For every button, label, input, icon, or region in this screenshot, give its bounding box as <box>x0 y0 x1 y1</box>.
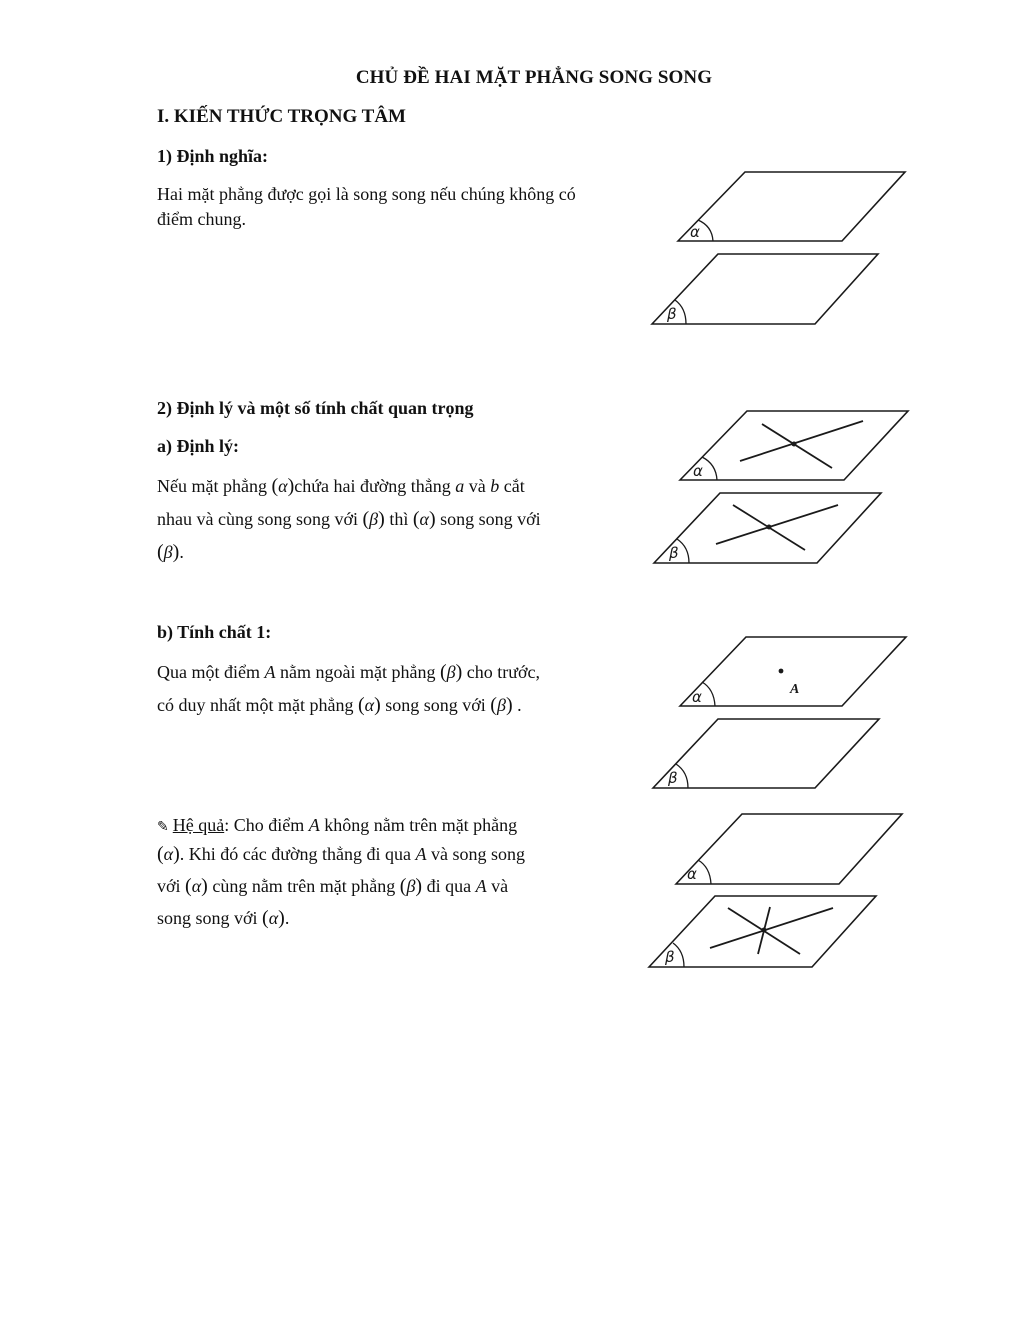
label-alpha: α <box>687 865 697 883</box>
angle-arc-alpha <box>698 860 711 884</box>
corollary-text <box>157 812 525 932</box>
label-alpha: α <box>690 223 700 241</box>
corollary-line-4: song song với (α). <box>157 907 290 929</box>
figure-theorem-intersecting-lines <box>640 400 920 570</box>
angle-arc-beta <box>675 300 686 324</box>
theorems-heading: 2) Định lý và một số tính chất quan trọng <box>157 398 474 418</box>
section-heading: I. KIẾN THỨC TRỌNG TÂM <box>157 106 406 127</box>
angle-arc-alpha <box>702 457 717 480</box>
label-alpha: α <box>692 688 702 706</box>
figure-parallel-planes <box>640 160 920 340</box>
label-alpha: α <box>693 462 703 480</box>
corollary-label: Hệ quả <box>172 815 225 835</box>
property-1-line-1: Qua một điểm A nằm ngoài mặt phẳng (β) cho trước, <box>157 661 541 683</box>
line-1 <box>710 908 833 948</box>
plane-alpha <box>678 172 905 241</box>
label-beta: β <box>667 305 677 323</box>
definition-line-1: Hai mặt phẳng được gọi là song song nếu chúng không có <box>157 184 576 204</box>
line-a-upper <box>740 421 863 461</box>
corollary-line-1: ✎ Hệ quả: Cho điểm A không nằm trên mặt phẳng <box>157 815 518 835</box>
definition-heading: 1) Định nghĩa: <box>157 146 269 166</box>
corollary-line-3: với (α) cùng nằm trên mặt phẳng (β) đi qua A và <box>157 875 509 897</box>
theorem-a-line-3: (β). <box>157 541 184 563</box>
figure-corollary-lines-through-A <box>640 805 920 980</box>
point-A <box>762 928 767 933</box>
angle-arc-beta <box>677 539 689 563</box>
property-1-text <box>157 656 540 722</box>
angle-arc-beta <box>673 943 684 967</box>
property-1-line-2: có duy nhất một mặt phẳng (α) song song với (β) . <box>157 694 522 716</box>
definition-text <box>157 182 576 232</box>
intersection-point-upper <box>792 442 797 447</box>
definition-line-2: điểm chung. <box>157 209 246 229</box>
theorem-a-text <box>157 470 541 569</box>
corollary-line-2: (α). Khi đó các đường thẳng đi qua A và song song <box>157 843 526 865</box>
point-A <box>779 669 784 674</box>
pen-icon: ✎ <box>157 820 169 835</box>
line-a-lower <box>716 505 838 544</box>
figure-point-outside-plane <box>640 625 920 795</box>
intersection-point-lower <box>767 525 772 530</box>
label-beta: β <box>668 769 678 787</box>
plane-alpha <box>676 814 902 884</box>
label-beta: β <box>665 948 675 966</box>
theorem-a-line-1: Nếu mặt phẳng (α)chứa hai đường thẳng a và b cắt <box>157 475 525 497</box>
angle-arc-beta <box>676 764 688 788</box>
label-beta: β <box>669 544 679 562</box>
plane-beta <box>652 254 878 324</box>
line-b-upper <box>762 424 832 468</box>
theorem-a-line-2: nhau và cùng song song với (β) thì (α) song song với <box>157 508 541 530</box>
angle-arc-alpha <box>698 220 713 241</box>
page-title: CHỦ ĐỀ HAI MẶT PHẲNG SONG SONG <box>355 67 713 88</box>
label-point-A: A <box>790 682 800 697</box>
angle-arc-alpha <box>702 682 715 706</box>
theorem-a-heading: a) Định lý: <box>157 436 240 456</box>
property-1-heading: b) Tính chất 1: <box>157 622 272 642</box>
